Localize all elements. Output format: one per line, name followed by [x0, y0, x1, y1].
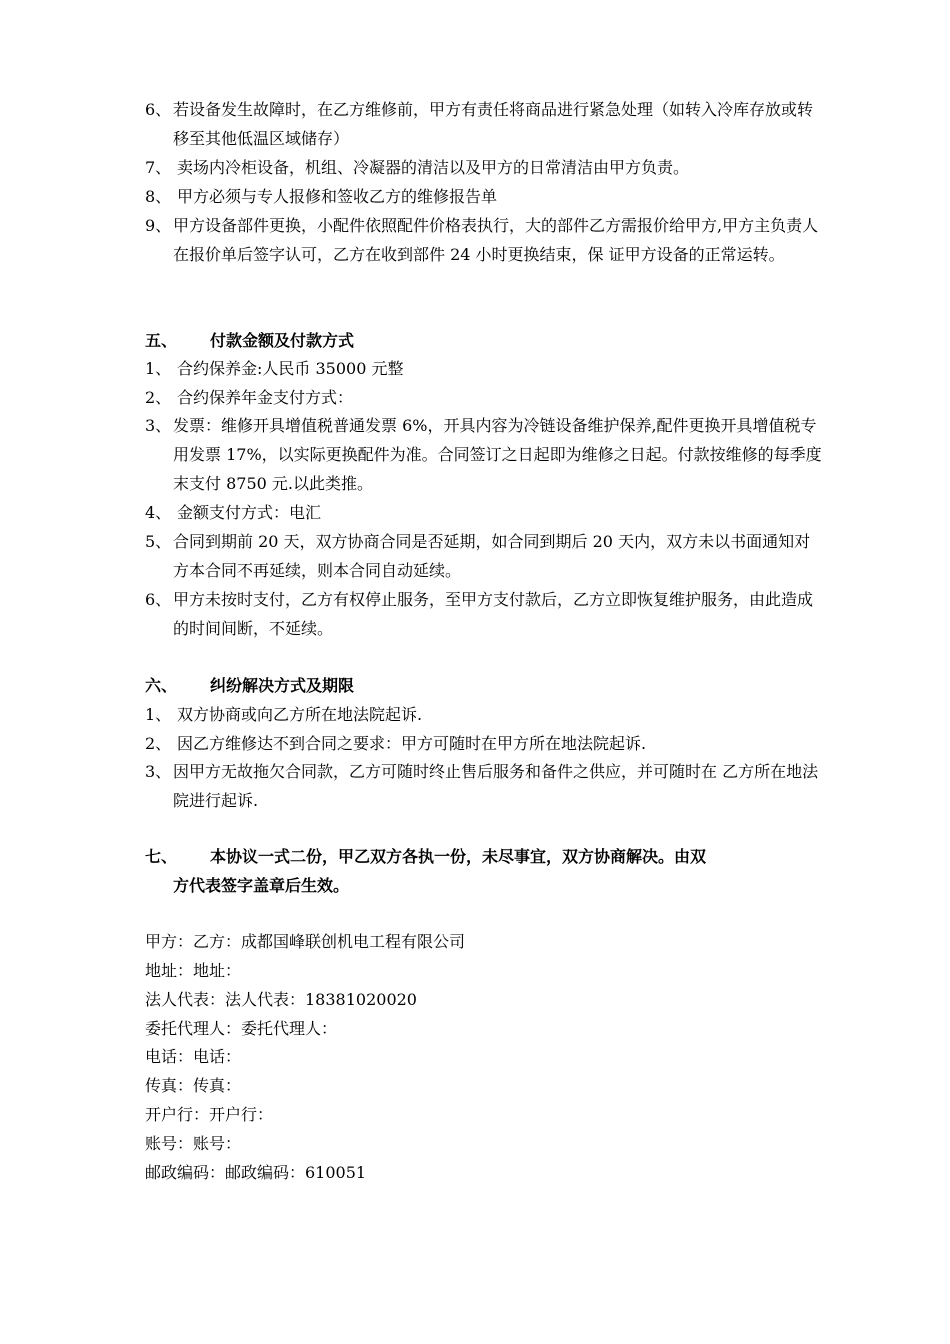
signature-postcode: 邮政编码：邮政编码：610051 [145, 1163, 367, 1182]
clause-text: 合约保养金:人民币 35000 元整 [177, 359, 404, 378]
clause-text: 合同到期前 20 天，双方协商合同是否延期，如合同到期后 20 天内，双方未以书面通知对方本合同不再延续，则本合同自动延续。 [173, 532, 811, 580]
signature-agent: 委托代理人：委托代理人： [145, 1019, 338, 1038]
clause-6-2 [145, 729, 825, 758]
signature-fax: 传真：传真： [145, 1076, 242, 1095]
clause-text: 因乙方维修达不到合同之要求：甲方可随时在甲方所在地法院起诉. [177, 734, 647, 753]
clause-5-5 [145, 527, 825, 585]
clause-text: 金额支付方式：电汇 [177, 503, 322, 522]
section-5-heading [145, 326, 354, 355]
signature-bank: 开户行：开户行： [145, 1105, 274, 1124]
clause-number: 2、 [145, 388, 172, 407]
section-number: 五、 [145, 331, 178, 350]
clause-number: 2、 [145, 734, 172, 753]
section-number: 七、 [145, 847, 178, 866]
clause-number: 3、 [145, 416, 172, 435]
clause-6-3 [145, 757, 825, 815]
clause-number: 5、 [145, 532, 172, 551]
signature-legal-rep: 法人代表：法人代表：18381020020 [145, 990, 417, 1009]
clause-number: 9、 [145, 216, 172, 235]
clause-number: 3、 [145, 762, 172, 781]
closing-line-1: 本协议一式二份，甲乙双方各执一份，未尽事宜，双方协商解决。由双 [210, 847, 707, 866]
closing-line-2: 方代表签字盖章后生效。 [173, 876, 350, 895]
clause-5-3 [145, 411, 825, 498]
clause-text: 甲方必须与专人报修和签收乙方的维修报告单 [177, 187, 498, 206]
clause-5-4 [145, 498, 825, 527]
clause-4-9 [145, 211, 825, 269]
clause-text: 因甲方无故拖欠合同款，乙方可随时终止售后服务和备件之供应，并可随时在 乙方所在地法院进行起诉. [173, 762, 819, 810]
clause-number: 1、 [145, 359, 172, 378]
section-number: 六、 [145, 676, 178, 695]
clause-text: 合约保养年金支付方式： [177, 388, 354, 407]
clause-5-6 [145, 585, 825, 643]
section-7-closing [145, 842, 825, 900]
clause-number: 7、 [145, 158, 172, 177]
section-title: 纠纷解决方式及期限 [210, 676, 355, 695]
clause-number: 1、 [145, 705, 172, 724]
signature-party: 甲方：乙方：成都国峰联创机电工程有限公司 [145, 932, 466, 951]
clause-number: 8、 [145, 187, 172, 206]
clause-4-7 [145, 153, 825, 182]
signature-address: 地址：地址： [145, 961, 242, 980]
clause-5-2 [145, 383, 825, 412]
section-title: 付款金额及付款方式 [210, 331, 355, 350]
clause-6-1 [145, 700, 825, 729]
clause-text: 若设备发生故障时，在乙方维修前，甲方有责任将商品进行紧急处理（如转入冷库存放或转移至其他低温区域储存） [173, 100, 814, 148]
clause-number: 6、 [145, 100, 172, 119]
clause-5-1 [145, 354, 825, 383]
clause-text: 甲方未按时支付，乙方有权停止服务，至甲方支付款后，乙方立即恢复维护服务，由此造成的时间间断，不延续。 [173, 590, 814, 638]
section-6-heading [145, 671, 354, 700]
clause-text: 双方协商或向乙方所在地法院起诉. [177, 705, 423, 724]
clause-text: 卖场内冷柜设备，机组、冷凝器的清洁以及甲方的日常清洁由甲方负责。 [177, 158, 690, 177]
signature-phone: 电话：电话： [145, 1047, 242, 1066]
clause-4-6 [145, 95, 825, 153]
clause-4-8 [145, 182, 825, 211]
signature-account: 账号：账号： [145, 1134, 242, 1153]
clause-text: 甲方设备部件更换，小配件依照配件价格表执行，大的部件乙方需报价给甲方,甲方主负责人在报价单后签字认可，乙方在收到部件 24 小时更换结束，保 证甲方设备的正常运转。 [173, 216, 819, 264]
clause-text: 发票：维修开具增值税普通发票 6%，开具内容为冷链设备维护保养,配件更换开具增值税专用发票 17%，以实际更换配件为准。合同签订之日起即为维修之日起。付款按维修的每季度末支付 8750 元.以此类推。 [173, 416, 822, 493]
clause-number: 6、 [145, 590, 172, 609]
clause-number: 4、 [145, 503, 172, 522]
